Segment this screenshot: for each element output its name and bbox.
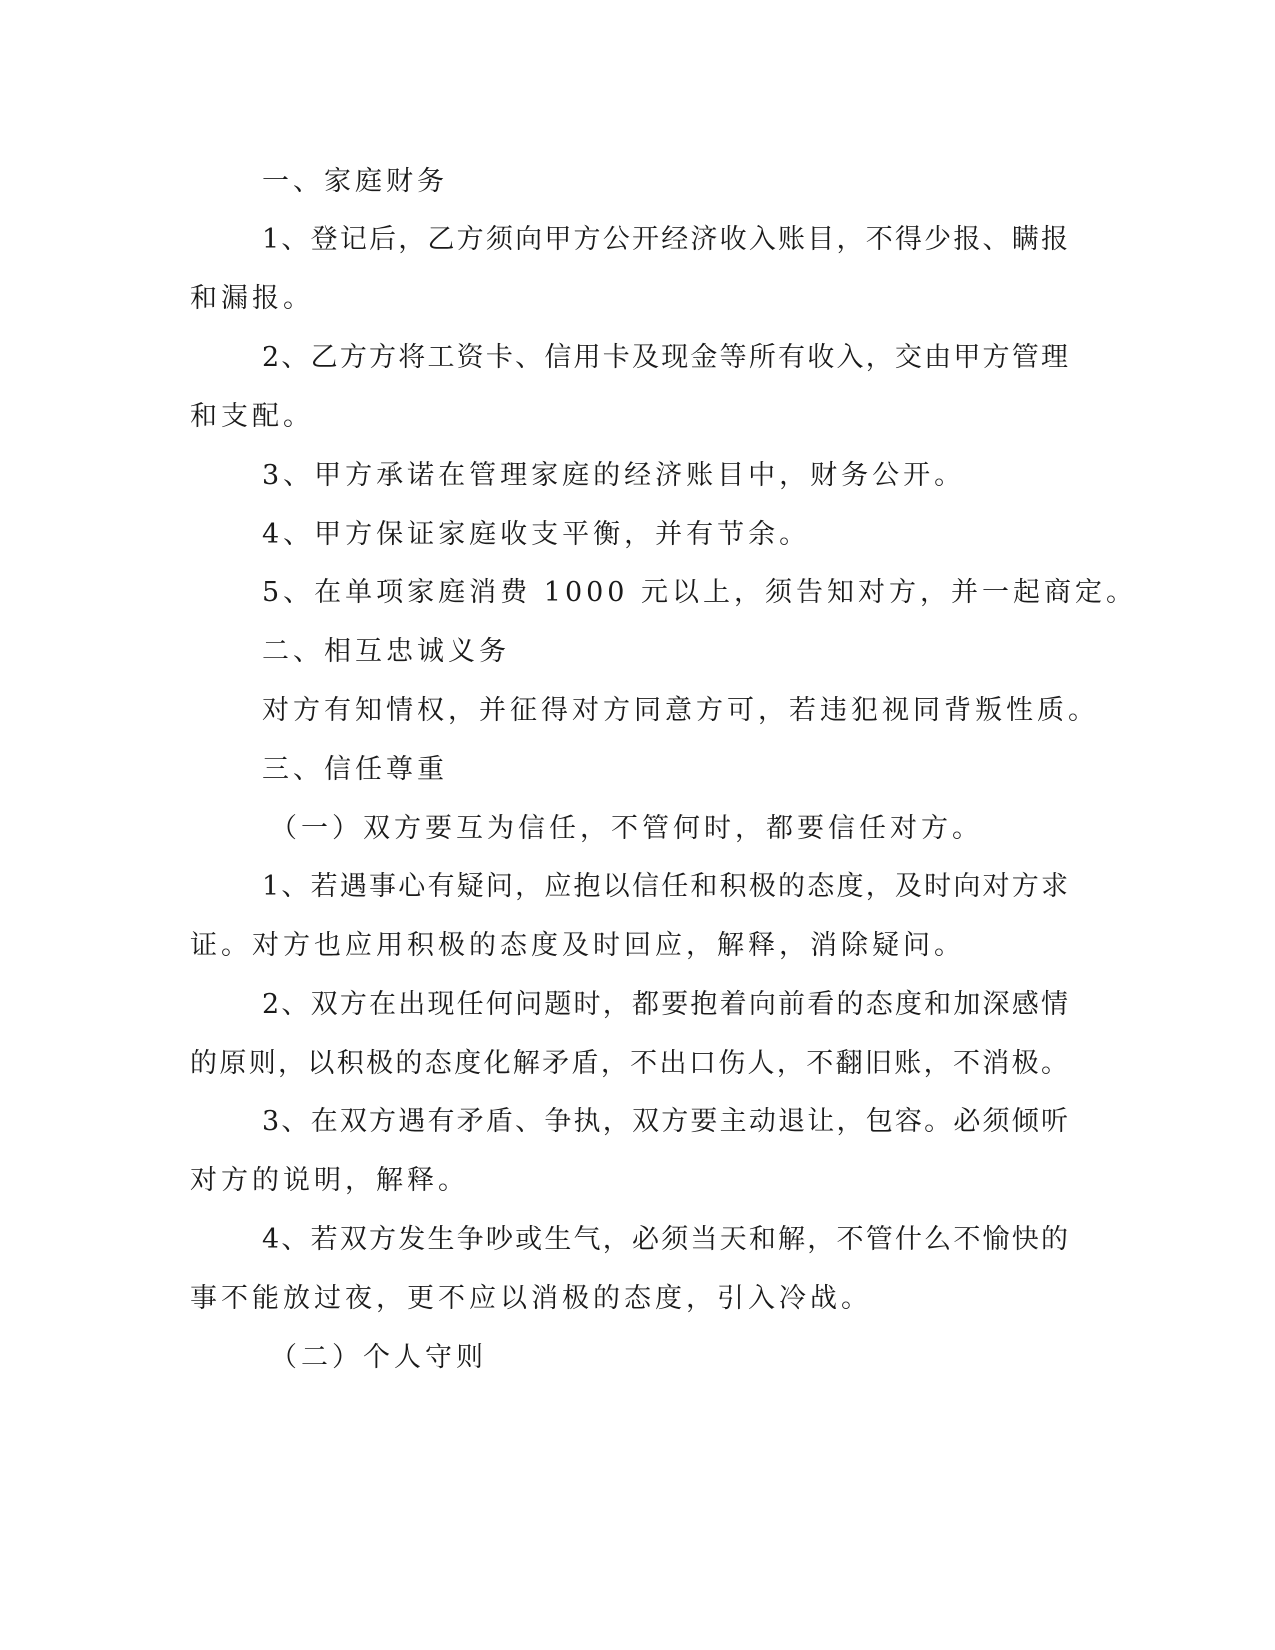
paragraph-line: 2、乙方方将工资卡、信用卡及现金等所有收入，交由甲方管理 [262,342,1070,373]
paragraph-line: 3、甲方承诺在管理家庭的经济账目中，财务公开。 [262,460,966,491]
paragraph-line: 2、双方在出现任何问题时，都要抱着向前看的态度和加深感情 [262,989,1070,1020]
paragraph-line: 事不能放过夜，更不应以消极的态度，引入冷战。 [190,1283,872,1314]
paragraph-line: 5、在单项家庭消费 1000 元以上，须告知对方，并一起商定。 [262,577,1138,608]
section-heading-finance: 一、家庭财务 [262,166,448,197]
paragraph-line: 1、若遇事心有疑问，应抱以信任和积极的态度，及时向对方求 [262,871,1070,902]
subsection-heading: （一）双方要互为信任，不管何时，都要信任对方。 [270,813,983,844]
section-heading-loyalty: 二、相互忠诚义务 [262,636,510,667]
section-heading-trust: 三、信任尊重 [262,754,448,785]
paragraph-line: 的原则，以积极的态度化解矛盾，不出口伤人，不翻旧账，不消极。 [190,1048,1070,1079]
subsection-heading: （二）个人守则 [270,1342,487,1373]
paragraph-line: 4、若双方发生争吵或生气，必须当天和解，不管什么不愉快的 [262,1224,1070,1255]
paragraph-line: 和漏报。 [190,283,314,314]
paragraph-line: 对方的说明，解释。 [190,1165,469,1196]
paragraph-line: 4、甲方保证家庭收支平衡，并有节余。 [262,519,811,550]
paragraph-line: 证。对方也应用积极的态度及时回应，解释，消除疑问。 [190,930,965,961]
paragraph-line: 3、在双方遇有矛盾、争执，双方要主动退让，包容。必须倾听 [262,1106,1070,1137]
paragraph-line: 1、登记后，乙方须向甲方公开经济收入账目，不得少报、瞒报 [262,224,1070,255]
paragraph-line: 和支配。 [190,401,314,432]
paragraph-line: 对方有知情权，并征得对方同意方可，若违犯视同背叛性质。 [262,695,1099,726]
